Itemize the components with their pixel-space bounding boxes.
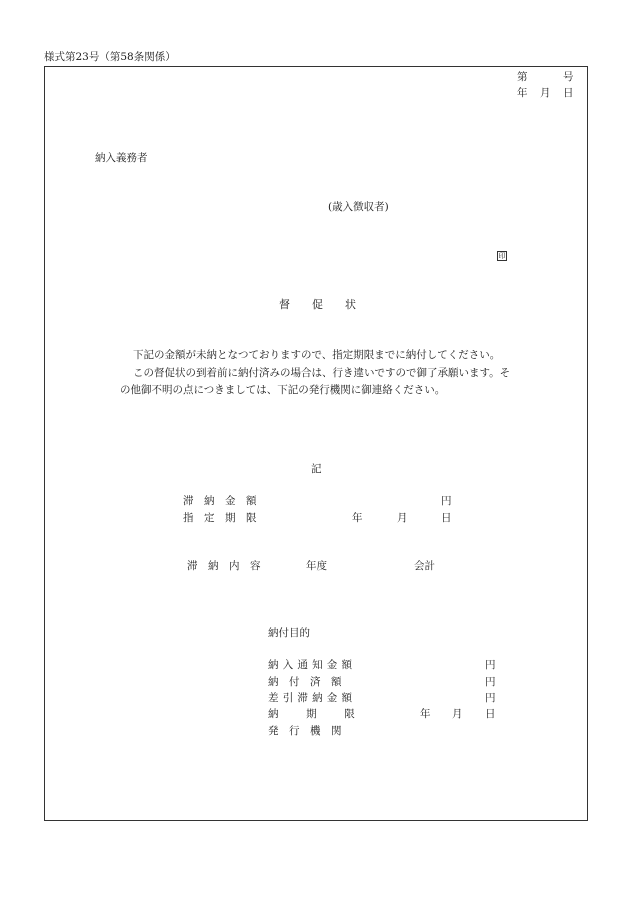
- due-date-month: 月: [397, 512, 408, 524]
- account: 会計: [414, 560, 435, 572]
- deadline-year: 年: [420, 708, 431, 720]
- body-paragraph: [120, 347, 530, 400]
- date-year: 年: [517, 87, 528, 99]
- collector-label: (歳入徴収者): [328, 201, 389, 213]
- body-line-3: の他御不明の点につきましては、下記の発行機関に御連絡ください。: [120, 384, 446, 396]
- document-title: 督 促 状: [279, 298, 356, 311]
- deadline-day: 日: [485, 708, 496, 720]
- deadline-label: 納 期 限: [268, 708, 357, 720]
- form-number: 様式第23号（第58条関係）: [44, 51, 176, 63]
- issuer-label: 発 行 機 関: [268, 725, 342, 737]
- balance-yen: 円: [485, 692, 496, 704]
- payment-purpose-label: 納付目的: [268, 627, 310, 639]
- overdue-contents-label: 滞 納 内 容: [187, 560, 261, 572]
- overdue-amount-yen: 円: [441, 495, 452, 507]
- paid-amount-yen: 円: [485, 676, 496, 688]
- balance-label: 差引滞納金額: [268, 692, 357, 704]
- date-month: 月: [540, 87, 551, 99]
- notice-heading: 記: [311, 463, 322, 475]
- number-prefix: 第: [517, 71, 528, 83]
- paid-amount-label: 納 付 済 額: [268, 676, 342, 688]
- number-suffix: 号: [563, 71, 574, 83]
- due-date-day: 日: [441, 512, 452, 524]
- fiscal-year: 年度: [306, 560, 327, 572]
- body-line-2: この督促状の到着前に納付済みの場合は、行き違いですので御了承願います。そ: [133, 366, 511, 379]
- notified-amount-yen: 円: [485, 659, 496, 671]
- recipient-label: 納入義務者: [95, 152, 148, 164]
- date-day: 日: [563, 87, 574, 99]
- overdue-amount-label: 滞 納 金 額: [183, 495, 257, 507]
- due-date-year: 年: [352, 512, 363, 524]
- body-line-1: 下記の金額が未納となつておりますので、指定期限までに納付してください。: [133, 349, 501, 361]
- deadline-month: 月: [452, 708, 463, 720]
- seal-mark: 印: [498, 252, 506, 260]
- due-date-label: 指 定 期 限: [183, 512, 257, 524]
- notified-amount-label: 納入通知金額: [268, 659, 357, 671]
